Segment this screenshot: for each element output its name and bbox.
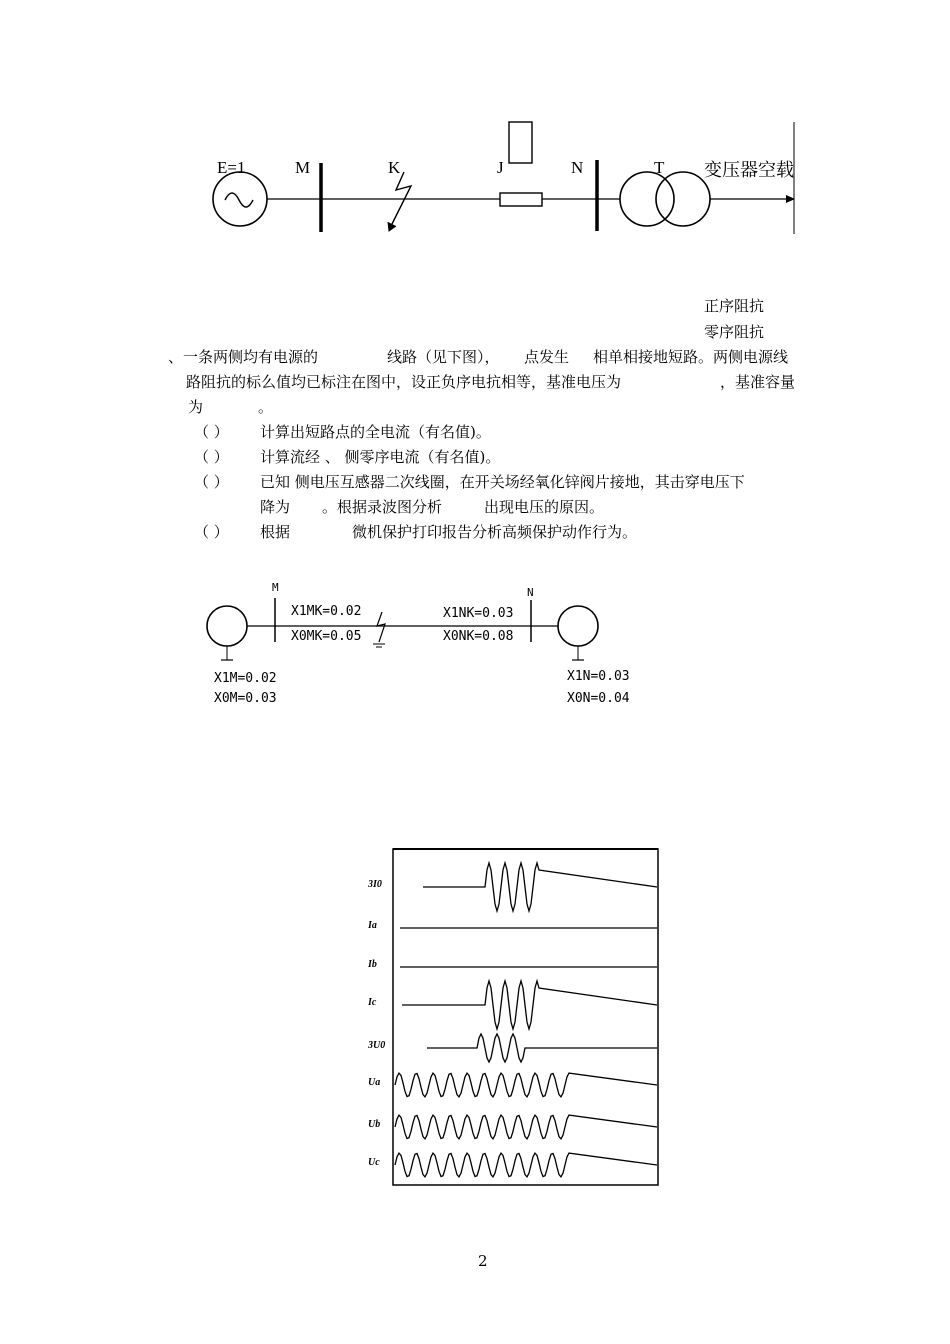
label-m2: M xyxy=(272,581,279,594)
trace-label-uc: Uc xyxy=(368,1157,380,1168)
trace-3i0 xyxy=(423,863,657,911)
x0nk-label: X0NK=0.08 xyxy=(443,629,514,644)
item-3-text: 已知 侧电压互感器二次线圈，在开关场经氧化锌阀片接地，其击穿电压下 xyxy=(260,473,745,491)
problem-line-3a: 为 xyxy=(188,398,204,416)
system-diagram-1 xyxy=(0,0,950,300)
trace-ua xyxy=(395,1073,657,1097)
transformer-winding-2 xyxy=(656,172,710,226)
label-j: J xyxy=(497,158,504,177)
trace-label-ua: Ua xyxy=(368,1077,381,1088)
problem-line-1b: 线路（见下图）， xyxy=(387,348,500,366)
trace-label-ia: Ia xyxy=(368,920,377,931)
x0n-label: X0N=0.04 xyxy=(567,691,630,706)
load-label: 变压器空载 xyxy=(704,160,794,181)
item-2-mark: （ ） xyxy=(194,448,229,466)
trace-label-ic: Ic xyxy=(368,997,377,1008)
label-t: T xyxy=(654,158,665,177)
source-n xyxy=(558,606,598,646)
trace-ic xyxy=(402,981,657,1029)
x1mk-label: X1MK=0.02 xyxy=(291,604,362,619)
problem-line-2a: 路阻抗的标么值均已标注在图中，设正负序电抗相等，基准电压为 xyxy=(186,373,622,391)
source-m xyxy=(207,606,247,646)
trace-label-ib: Ib xyxy=(368,959,377,970)
item-4-mark: （ ） xyxy=(194,523,229,541)
note-positive-seq: 正序阻抗 xyxy=(704,297,765,315)
trace-label-3u0: 3U0 xyxy=(368,1040,386,1051)
item-3-cont-c: 出现电压的原因。 xyxy=(484,498,605,516)
item-3-mark: （ ） xyxy=(194,473,229,491)
x1m-label: X1M=0.02 xyxy=(214,671,277,686)
page-number: 2 xyxy=(478,1252,488,1270)
trace-ub xyxy=(395,1115,657,1139)
system-diagram-2 xyxy=(0,580,950,730)
fault-recording-waveform xyxy=(365,845,665,1190)
problem-line-2b: ，基准容量 xyxy=(720,373,796,391)
trace-3u0 xyxy=(427,1034,657,1062)
label-n2: N xyxy=(527,586,534,599)
item-4-text-2: 微机保护打印报告分析高频保护动作行为。 xyxy=(352,523,638,541)
x1nk-label: X1NK=0.03 xyxy=(443,606,514,621)
item-3-cont-b: 。根据录波图分析 xyxy=(322,498,443,516)
item-1-text: 计算出短路点的全电流（有名值)。 xyxy=(260,423,491,441)
trace-label-ub: Ub xyxy=(368,1119,381,1130)
fault-symbol-2 xyxy=(377,612,385,642)
item-2-text: 计算流经 、 侧零序电流（有名值)。 xyxy=(260,448,501,466)
problem-line-1a: 、一条两侧均有电源的 xyxy=(168,348,319,366)
label-m: M xyxy=(295,158,311,177)
problem-line-1c: 点发生 xyxy=(524,348,570,366)
problem-line-1d: 相单相接地短路。两侧电源线 xyxy=(593,348,789,366)
transformer-winding-1 xyxy=(620,172,674,226)
fault-symbol-k xyxy=(390,172,411,228)
x0m-label: X0M=0.03 xyxy=(214,691,277,706)
waveform-frame xyxy=(393,849,658,1185)
item-1-mark: （ ） xyxy=(194,423,229,441)
label-k: K xyxy=(388,158,401,177)
resistor-j xyxy=(500,193,542,206)
problem-line-3b: 。 xyxy=(258,398,274,416)
relay-box xyxy=(509,122,532,163)
item-4-text: 根据 xyxy=(260,523,291,541)
generator-symbol xyxy=(213,172,267,226)
trace-label-3i0: 3I0 xyxy=(368,879,382,890)
label-n: N xyxy=(571,158,584,177)
label-e: E=1 xyxy=(217,158,246,177)
item-3-cont-a: 降为 xyxy=(260,498,291,516)
x0mk-label: X0MK=0.05 xyxy=(291,629,362,644)
note-zero-seq: 零序阻抗 xyxy=(704,323,765,341)
generator-sine xyxy=(225,193,253,207)
trace-uc xyxy=(395,1153,657,1177)
x1n-label: X1N=0.03 xyxy=(567,669,630,684)
